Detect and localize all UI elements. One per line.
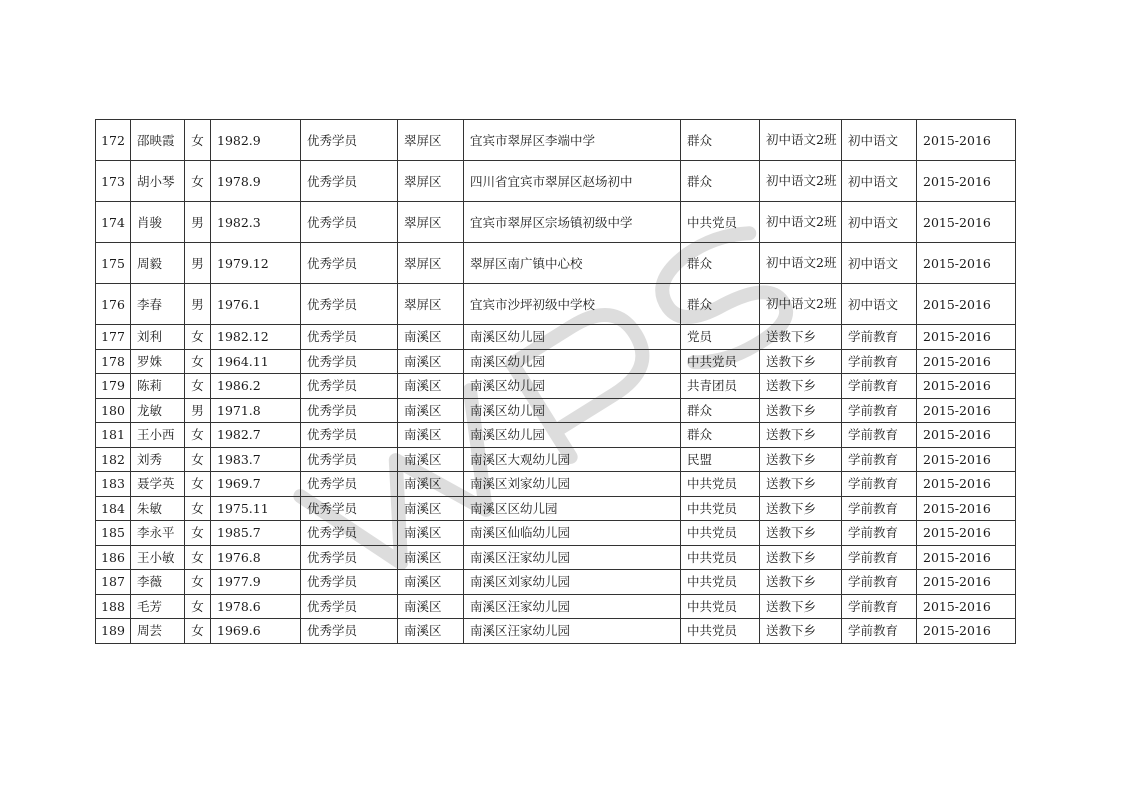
row-birth-date: 1969.7 xyxy=(211,472,301,497)
row-year: 2015-2016 xyxy=(917,521,1016,546)
row-year: 2015-2016 xyxy=(917,545,1016,570)
row-year: 2015-2016 xyxy=(917,349,1016,374)
row-subject: 学前教育 xyxy=(842,423,917,448)
row-subject: 学前教育 xyxy=(842,594,917,619)
row-honor: 优秀学员 xyxy=(301,619,398,644)
row-name: 刘利 xyxy=(131,325,185,350)
row-subject: 初中语文 xyxy=(842,202,917,243)
row-class: 初中语文2班 xyxy=(760,202,842,243)
row-year: 2015-2016 xyxy=(917,243,1016,284)
row-birth-date: 1975.11 xyxy=(211,496,301,521)
row-number: 172 xyxy=(96,120,131,161)
row-birth-date: 1978.6 xyxy=(211,594,301,619)
row-number: 177 xyxy=(96,325,131,350)
row-subject: 学前教育 xyxy=(842,472,917,497)
row-name: 毛芳 xyxy=(131,594,185,619)
row-gender: 女 xyxy=(185,521,211,546)
row-name: 李春 xyxy=(131,284,185,325)
row-gender: 男 xyxy=(185,243,211,284)
row-subject: 初中语文 xyxy=(842,120,917,161)
row-number: 184 xyxy=(96,496,131,521)
table-row xyxy=(96,594,1016,619)
row-unit: 南溪区幼儿园 xyxy=(464,349,681,374)
table-row xyxy=(96,545,1016,570)
row-honor: 优秀学员 xyxy=(301,202,398,243)
row-gender: 女 xyxy=(185,349,211,374)
row-year: 2015-2016 xyxy=(917,202,1016,243)
row-political-status: 群众 xyxy=(681,161,760,202)
row-subject: 初中语文 xyxy=(842,284,917,325)
row-number: 178 xyxy=(96,349,131,374)
row-honor: 优秀学员 xyxy=(301,349,398,374)
row-honor: 优秀学员 xyxy=(301,284,398,325)
row-class: 初中语文2班 xyxy=(760,284,842,325)
row-unit: 南溪区仙临幼儿园 xyxy=(464,521,681,546)
table-row xyxy=(96,161,1016,202)
row-subject: 学前教育 xyxy=(842,619,917,644)
row-political-status: 民盟 xyxy=(681,447,760,472)
row-name: 李永平 xyxy=(131,521,185,546)
row-birth-date: 1982.9 xyxy=(211,120,301,161)
table-row xyxy=(96,472,1016,497)
row-name: 邵映霞 xyxy=(131,120,185,161)
row-unit: 南溪区刘家幼儿园 xyxy=(464,472,681,497)
row-gender: 女 xyxy=(185,545,211,570)
row-number: 179 xyxy=(96,374,131,399)
row-political-status: 群众 xyxy=(681,120,760,161)
row-name: 胡小琴 xyxy=(131,161,185,202)
row-honor: 优秀学员 xyxy=(301,423,398,448)
row-district: 南溪区 xyxy=(398,398,464,423)
row-subject: 初中语文 xyxy=(842,243,917,284)
row-birth-date: 1969.6 xyxy=(211,619,301,644)
row-district: 南溪区 xyxy=(398,594,464,619)
table-row xyxy=(96,349,1016,374)
row-district: 南溪区 xyxy=(398,521,464,546)
row-year: 2015-2016 xyxy=(917,570,1016,595)
row-number: 187 xyxy=(96,570,131,595)
row-political-status: 共青团员 xyxy=(681,374,760,399)
row-district: 翠屏区 xyxy=(398,284,464,325)
row-district: 翠屏区 xyxy=(398,202,464,243)
row-honor: 优秀学员 xyxy=(301,570,398,595)
row-gender: 女 xyxy=(185,447,211,472)
row-number: 185 xyxy=(96,521,131,546)
row-honor: 优秀学员 xyxy=(301,472,398,497)
row-district: 翠屏区 xyxy=(398,161,464,202)
row-district: 南溪区 xyxy=(398,619,464,644)
row-gender: 女 xyxy=(185,161,211,202)
row-subject: 学前教育 xyxy=(842,325,917,350)
row-political-status: 群众 xyxy=(681,423,760,448)
row-birth-date: 1971.8 xyxy=(211,398,301,423)
row-honor: 优秀学员 xyxy=(301,496,398,521)
row-honor: 优秀学员 xyxy=(301,398,398,423)
row-name: 周芸 xyxy=(131,619,185,644)
table-row xyxy=(96,374,1016,399)
row-gender: 男 xyxy=(185,284,211,325)
row-class: 送教下乡 xyxy=(760,349,842,374)
row-class: 送教下乡 xyxy=(760,545,842,570)
row-class: 送教下乡 xyxy=(760,472,842,497)
row-name: 王小西 xyxy=(131,423,185,448)
row-number: 183 xyxy=(96,472,131,497)
row-political-status: 群众 xyxy=(681,398,760,423)
row-birth-date: 1977.9 xyxy=(211,570,301,595)
row-political-status: 群众 xyxy=(681,284,760,325)
table-row xyxy=(96,423,1016,448)
row-year: 2015-2016 xyxy=(917,398,1016,423)
row-number: 188 xyxy=(96,594,131,619)
row-name: 罗姝 xyxy=(131,349,185,374)
row-name: 李薇 xyxy=(131,570,185,595)
table-row xyxy=(96,202,1016,243)
row-subject: 学前教育 xyxy=(842,349,917,374)
row-political-status: 群众 xyxy=(681,243,760,284)
table-row xyxy=(96,619,1016,644)
row-political-status: 中共党员 xyxy=(681,472,760,497)
row-political-status: 中共党员 xyxy=(681,349,760,374)
row-gender: 女 xyxy=(185,570,211,595)
row-gender: 女 xyxy=(185,374,211,399)
row-unit: 宜宾市翠屏区宗场镇初级中学 xyxy=(464,202,681,243)
row-honor: 优秀学员 xyxy=(301,594,398,619)
row-gender: 女 xyxy=(185,120,211,161)
row-year: 2015-2016 xyxy=(917,619,1016,644)
row-district: 南溪区 xyxy=(398,423,464,448)
row-number: 181 xyxy=(96,423,131,448)
row-class: 送教下乡 xyxy=(760,398,842,423)
row-name: 周毅 xyxy=(131,243,185,284)
row-number: 186 xyxy=(96,545,131,570)
row-honor: 优秀学员 xyxy=(301,161,398,202)
row-name: 聂学英 xyxy=(131,472,185,497)
row-gender: 女 xyxy=(185,325,211,350)
row-subject: 学前教育 xyxy=(842,545,917,570)
row-number: 182 xyxy=(96,447,131,472)
roster-body xyxy=(96,120,1016,644)
row-subject: 学前教育 xyxy=(842,374,917,399)
row-gender: 女 xyxy=(185,619,211,644)
row-year: 2015-2016 xyxy=(917,447,1016,472)
row-district: 翠屏区 xyxy=(398,243,464,284)
row-birth-date: 1978.9 xyxy=(211,161,301,202)
row-class: 送教下乡 xyxy=(760,447,842,472)
table-row xyxy=(96,243,1016,284)
row-subject: 学前教育 xyxy=(842,521,917,546)
row-name: 陈莉 xyxy=(131,374,185,399)
row-honor: 优秀学员 xyxy=(301,447,398,472)
row-year: 2015-2016 xyxy=(917,472,1016,497)
row-unit: 南溪区幼儿园 xyxy=(464,325,681,350)
row-political-status: 中共党员 xyxy=(681,594,760,619)
row-political-status: 中共党员 xyxy=(681,202,760,243)
row-class: 送教下乡 xyxy=(760,374,842,399)
table-row xyxy=(96,570,1016,595)
row-subject: 初中语文 xyxy=(842,161,917,202)
row-district: 南溪区 xyxy=(398,570,464,595)
row-class: 初中语文2班 xyxy=(760,161,842,202)
row-class: 送教下乡 xyxy=(760,423,842,448)
row-birth-date: 1964.11 xyxy=(211,349,301,374)
table-row xyxy=(96,447,1016,472)
row-year: 2015-2016 xyxy=(917,496,1016,521)
row-class: 送教下乡 xyxy=(760,325,842,350)
row-unit: 南溪区幼儿园 xyxy=(464,423,681,448)
row-political-status: 中共党员 xyxy=(681,570,760,595)
row-class: 送教下乡 xyxy=(760,570,842,595)
row-unit: 南溪区汪家幼儿园 xyxy=(464,594,681,619)
row-honor: 优秀学员 xyxy=(301,521,398,546)
row-district: 翠屏区 xyxy=(398,120,464,161)
row-district: 南溪区 xyxy=(398,472,464,497)
row-year: 2015-2016 xyxy=(917,161,1016,202)
row-number: 189 xyxy=(96,619,131,644)
table-row xyxy=(96,284,1016,325)
row-name: 龙敏 xyxy=(131,398,185,423)
row-birth-date: 1976.1 xyxy=(211,284,301,325)
row-class: 送教下乡 xyxy=(760,594,842,619)
row-unit: 翠屏区南广镇中心校 xyxy=(464,243,681,284)
row-honor: 优秀学员 xyxy=(301,545,398,570)
row-name: 肖骏 xyxy=(131,202,185,243)
row-birth-date: 1982.12 xyxy=(211,325,301,350)
table-row xyxy=(96,521,1016,546)
row-political-status: 中共党员 xyxy=(681,521,760,546)
table-row xyxy=(96,496,1016,521)
row-class: 送教下乡 xyxy=(760,521,842,546)
row-birth-date: 1983.7 xyxy=(211,447,301,472)
row-political-status: 党员 xyxy=(681,325,760,350)
row-gender: 女 xyxy=(185,423,211,448)
row-name: 王小敏 xyxy=(131,545,185,570)
row-political-status: 中共党员 xyxy=(681,496,760,521)
row-number: 173 xyxy=(96,161,131,202)
row-subject: 学前教育 xyxy=(842,570,917,595)
row-honor: 优秀学员 xyxy=(301,243,398,284)
row-year: 2015-2016 xyxy=(917,325,1016,350)
row-number: 175 xyxy=(96,243,131,284)
row-class: 送教下乡 xyxy=(760,619,842,644)
table-row xyxy=(96,325,1016,350)
row-class: 初中语文2班 xyxy=(760,120,842,161)
row-gender: 男 xyxy=(185,398,211,423)
row-number: 176 xyxy=(96,284,131,325)
row-year: 2015-2016 xyxy=(917,284,1016,325)
row-class: 初中语文2班 xyxy=(760,243,842,284)
row-birth-date: 1985.7 xyxy=(211,521,301,546)
row-birth-date: 1979.12 xyxy=(211,243,301,284)
table-row xyxy=(96,120,1016,161)
row-birth-date: 1982.3 xyxy=(211,202,301,243)
row-gender: 女 xyxy=(185,472,211,497)
row-year: 2015-2016 xyxy=(917,374,1016,399)
row-class: 送教下乡 xyxy=(760,496,842,521)
row-unit: 宜宾市沙坪初级中学校 xyxy=(464,284,681,325)
row-subject: 学前教育 xyxy=(842,447,917,472)
row-number: 174 xyxy=(96,202,131,243)
row-name: 刘秀 xyxy=(131,447,185,472)
row-year: 2015-2016 xyxy=(917,120,1016,161)
row-district: 南溪区 xyxy=(398,496,464,521)
roster-table xyxy=(95,119,1016,644)
row-unit: 南溪区大观幼儿园 xyxy=(464,447,681,472)
row-year: 2015-2016 xyxy=(917,423,1016,448)
row-number: 180 xyxy=(96,398,131,423)
row-political-status: 中共党员 xyxy=(681,619,760,644)
row-district: 南溪区 xyxy=(398,349,464,374)
row-unit: 南溪区幼儿园 xyxy=(464,398,681,423)
row-unit: 四川省宜宾市翠屏区赵场初中 xyxy=(464,161,681,202)
row-political-status: 中共党员 xyxy=(681,545,760,570)
row-unit: 南溪区幼儿园 xyxy=(464,374,681,399)
row-birth-date: 1982.7 xyxy=(211,423,301,448)
row-birth-date: 1976.8 xyxy=(211,545,301,570)
row-honor: 优秀学员 xyxy=(301,120,398,161)
row-gender: 男 xyxy=(185,202,211,243)
row-unit: 南溪区区幼儿园 xyxy=(464,496,681,521)
row-subject: 学前教育 xyxy=(842,496,917,521)
row-year: 2015-2016 xyxy=(917,594,1016,619)
row-unit: 南溪区汪家幼儿园 xyxy=(464,619,681,644)
row-district: 南溪区 xyxy=(398,325,464,350)
row-subject: 学前教育 xyxy=(842,398,917,423)
row-name: 朱敏 xyxy=(131,496,185,521)
row-gender: 女 xyxy=(185,594,211,619)
row-district: 南溪区 xyxy=(398,545,464,570)
row-unit: 南溪区刘家幼儿园 xyxy=(464,570,681,595)
table-row xyxy=(96,398,1016,423)
row-birth-date: 1986.2 xyxy=(211,374,301,399)
row-unit: 宜宾市翠屏区李端中学 xyxy=(464,120,681,161)
row-honor: 优秀学员 xyxy=(301,325,398,350)
row-district: 南溪区 xyxy=(398,374,464,399)
row-district: 南溪区 xyxy=(398,447,464,472)
row-honor: 优秀学员 xyxy=(301,374,398,399)
row-gender: 女 xyxy=(185,496,211,521)
row-unit: 南溪区汪家幼儿园 xyxy=(464,545,681,570)
